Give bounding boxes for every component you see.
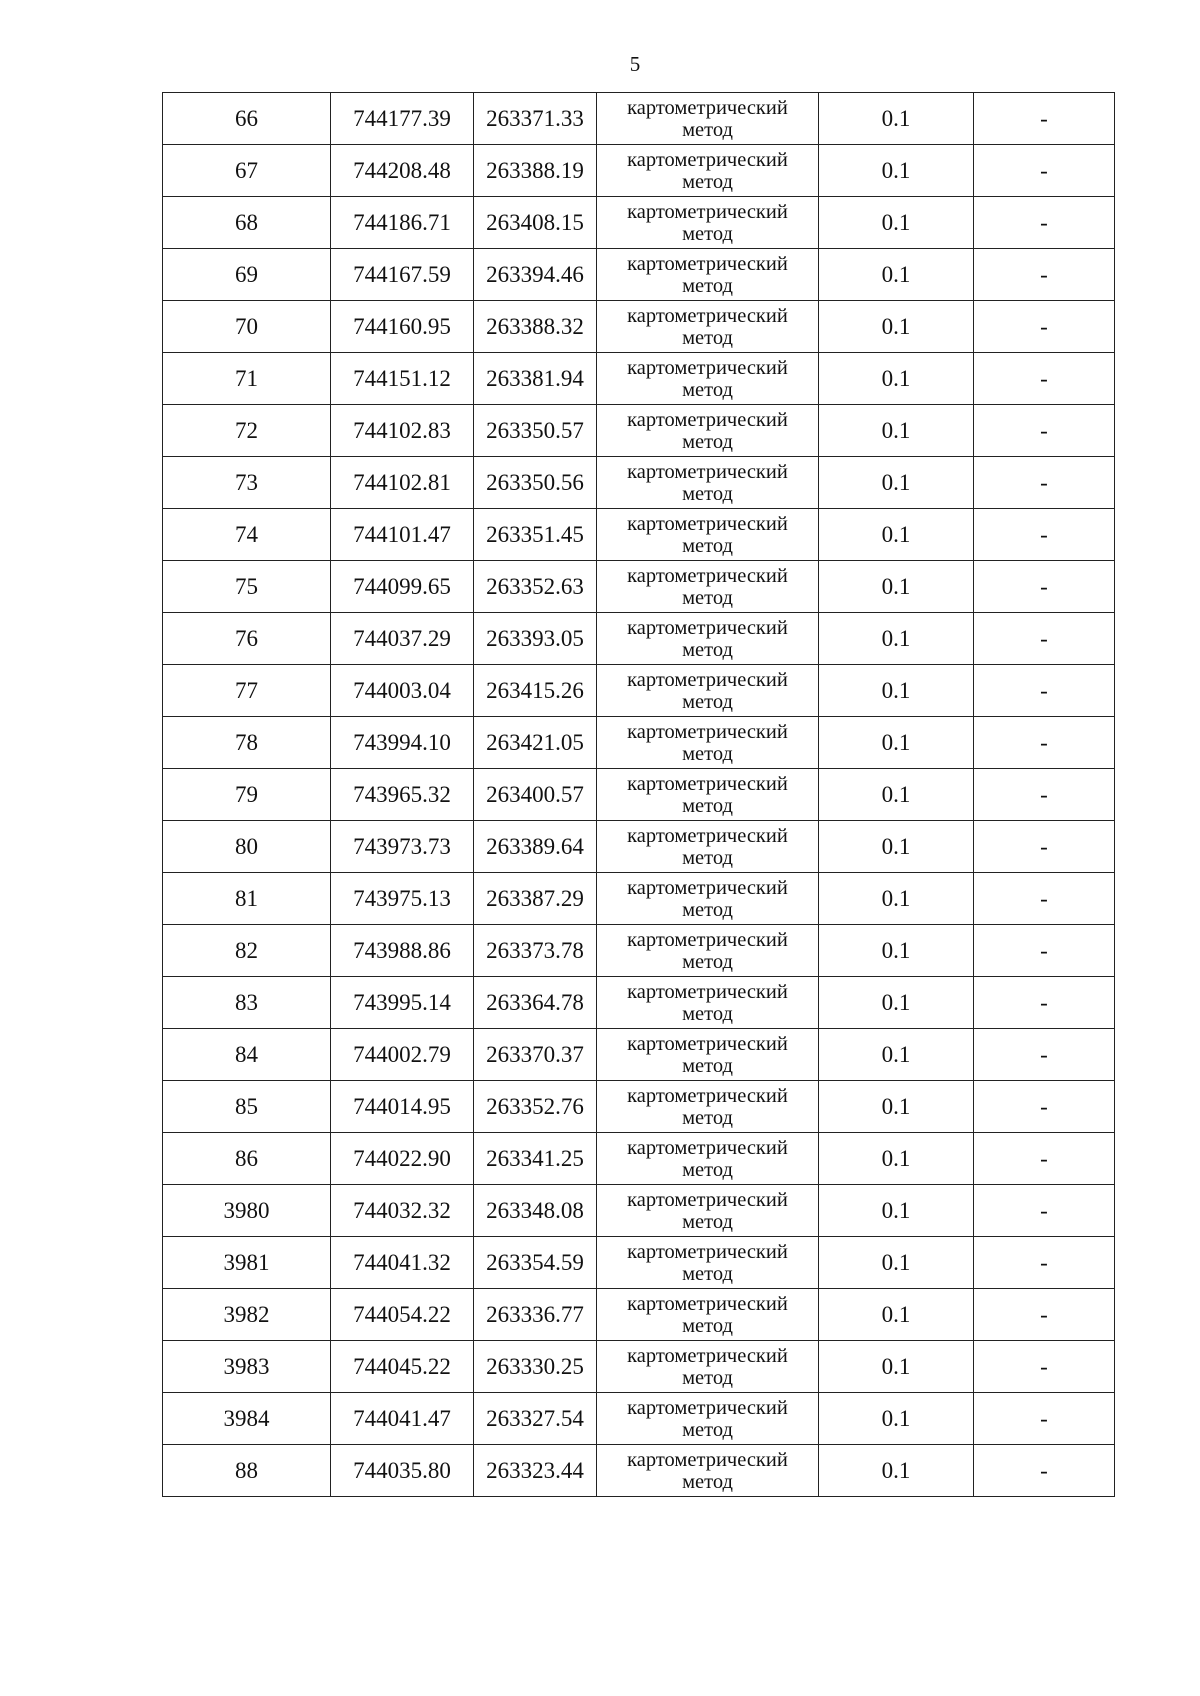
y-coordinate-cell: 263394.46 <box>474 249 597 301</box>
method-line-2: метод <box>682 326 733 349</box>
method-line-1: картометрический <box>627 564 788 587</box>
point-number-cell: 3981 <box>163 1237 331 1289</box>
accuracy-cell: 0.1 <box>819 197 974 249</box>
point-number-cell: 70 <box>163 301 331 353</box>
y-coordinate-cell: 263350.57 <box>474 405 597 457</box>
x-coordinate-cell: 744014.95 <box>331 1081 474 1133</box>
x-coordinate-cell: 743995.14 <box>331 977 474 1029</box>
method-line-1: картометрический <box>627 1136 788 1159</box>
note-cell: - <box>974 301 1115 353</box>
note-cell: - <box>974 457 1115 509</box>
y-coordinate-cell: 263400.57 <box>474 769 597 821</box>
table-row <box>163 1081 1115 1133</box>
method-cell <box>597 1289 819 1341</box>
accuracy-cell: 0.1 <box>819 561 974 613</box>
method-cell <box>597 821 819 873</box>
table-row <box>163 405 1115 457</box>
x-coordinate-cell: 744022.90 <box>331 1133 474 1185</box>
table-row <box>163 197 1115 249</box>
note-cell: - <box>974 93 1115 145</box>
method-line-2: метод <box>682 586 733 609</box>
accuracy-cell: 0.1 <box>819 1289 974 1341</box>
method-line-2: метод <box>682 1106 733 1129</box>
accuracy-cell: 0.1 <box>819 1393 974 1445</box>
method-line-2: метод <box>682 1002 733 1025</box>
accuracy-cell: 0.1 <box>819 509 974 561</box>
point-number-cell: 81 <box>163 873 331 925</box>
method-line-1: картометрический <box>627 512 788 535</box>
accuracy-cell: 0.1 <box>819 1445 974 1497</box>
y-coordinate-cell: 263352.76 <box>474 1081 597 1133</box>
table-row <box>163 353 1115 405</box>
point-number-cell: 74 <box>163 509 331 561</box>
note-cell: - <box>974 145 1115 197</box>
method-line-1: картометрический <box>627 668 788 691</box>
note-cell: - <box>974 769 1115 821</box>
method-cell <box>597 1081 819 1133</box>
method-line-1: картометрический <box>627 252 788 275</box>
method-cell <box>597 665 819 717</box>
table-row <box>163 613 1115 665</box>
accuracy-cell: 0.1 <box>819 977 974 1029</box>
note-cell: - <box>974 1133 1115 1185</box>
point-number-cell: 85 <box>163 1081 331 1133</box>
point-number-cell: 68 <box>163 197 331 249</box>
point-number-cell: 75 <box>163 561 331 613</box>
method-line-2: метод <box>682 222 733 245</box>
note-cell: - <box>974 561 1115 613</box>
y-coordinate-cell: 263323.44 <box>474 1445 597 1497</box>
accuracy-cell: 0.1 <box>819 353 974 405</box>
y-coordinate-cell: 263341.25 <box>474 1133 597 1185</box>
x-coordinate-cell: 744054.22 <box>331 1289 474 1341</box>
method-cell <box>597 717 819 769</box>
method-line-2: метод <box>682 482 733 505</box>
x-coordinate-cell: 744160.95 <box>331 301 474 353</box>
method-cell <box>597 145 819 197</box>
note-cell: - <box>974 249 1115 301</box>
method-cell <box>597 1029 819 1081</box>
x-coordinate-cell: 744035.80 <box>331 1445 474 1497</box>
coordinates-table <box>162 92 1115 1497</box>
point-number-cell: 77 <box>163 665 331 717</box>
table-row <box>163 1289 1115 1341</box>
y-coordinate-cell: 263408.15 <box>474 197 597 249</box>
method-cell <box>597 405 819 457</box>
method-line-1: картометрический <box>627 1240 788 1263</box>
y-coordinate-cell: 263393.05 <box>474 613 597 665</box>
method-line-2: метод <box>682 1366 733 1389</box>
method-line-1: картометрический <box>627 876 788 899</box>
point-number-cell: 78 <box>163 717 331 769</box>
y-coordinate-cell: 263389.64 <box>474 821 597 873</box>
point-number-cell: 3980 <box>163 1185 331 1237</box>
point-number-cell: 79 <box>163 769 331 821</box>
accuracy-cell: 0.1 <box>819 405 974 457</box>
method-line-2: метод <box>682 118 733 141</box>
accuracy-cell: 0.1 <box>819 1185 974 1237</box>
method-cell <box>597 1133 819 1185</box>
point-number-cell: 80 <box>163 821 331 873</box>
x-coordinate-cell: 744002.79 <box>331 1029 474 1081</box>
method-line-1: картометрический <box>627 824 788 847</box>
y-coordinate-cell: 263352.63 <box>474 561 597 613</box>
table-row <box>163 873 1115 925</box>
accuracy-cell: 0.1 <box>819 613 974 665</box>
method-cell <box>597 769 819 821</box>
table-row <box>163 1237 1115 1289</box>
x-coordinate-cell: 744003.04 <box>331 665 474 717</box>
method-cell <box>597 509 819 561</box>
method-line-1: картометрический <box>627 356 788 379</box>
accuracy-cell: 0.1 <box>819 769 974 821</box>
note-cell: - <box>974 665 1115 717</box>
note-cell: - <box>974 873 1115 925</box>
accuracy-cell: 0.1 <box>819 1133 974 1185</box>
page-number: 5 <box>629 52 641 76</box>
method-line-2: метод <box>682 898 733 921</box>
coordinates-table-body <box>163 93 1115 1497</box>
note-cell: - <box>974 405 1115 457</box>
table-row <box>163 1445 1115 1497</box>
accuracy-cell: 0.1 <box>819 665 974 717</box>
method-cell <box>597 1237 819 1289</box>
method-cell <box>597 457 819 509</box>
x-coordinate-cell: 744151.12 <box>331 353 474 405</box>
method-line-2: метод <box>682 638 733 661</box>
method-cell <box>597 1185 819 1237</box>
table-row <box>163 1185 1115 1237</box>
point-number-cell: 3983 <box>163 1341 331 1393</box>
method-line-2: метод <box>682 1054 733 1077</box>
x-coordinate-cell: 744177.39 <box>331 93 474 145</box>
method-line-2: метод <box>682 1158 733 1181</box>
method-line-1: картометрический <box>627 304 788 327</box>
point-number-cell: 71 <box>163 353 331 405</box>
method-line-2: метод <box>682 430 733 453</box>
note-cell: - <box>974 1237 1115 1289</box>
method-line-1: картометрический <box>627 1084 788 1107</box>
note-cell: - <box>974 1341 1115 1393</box>
method-cell <box>597 301 819 353</box>
y-coordinate-cell: 263354.59 <box>474 1237 597 1289</box>
point-number-cell: 82 <box>163 925 331 977</box>
method-cell <box>597 1341 819 1393</box>
y-coordinate-cell: 263387.29 <box>474 873 597 925</box>
note-cell: - <box>974 925 1115 977</box>
accuracy-cell: 0.1 <box>819 1341 974 1393</box>
table-row <box>163 93 1115 145</box>
y-coordinate-cell: 263350.56 <box>474 457 597 509</box>
table-row <box>163 665 1115 717</box>
method-line-2: метод <box>682 1210 733 1233</box>
table-row <box>163 561 1115 613</box>
accuracy-cell: 0.1 <box>819 1081 974 1133</box>
method-line-1: картометрический <box>627 980 788 1003</box>
note-cell: - <box>974 1029 1115 1081</box>
method-line-1: картометрический <box>627 720 788 743</box>
method-line-2: метод <box>682 742 733 765</box>
method-line-2: метод <box>682 1418 733 1441</box>
method-line-2: метод <box>682 846 733 869</box>
method-line-1: картометрический <box>627 1396 788 1419</box>
table-row <box>163 1393 1115 1445</box>
accuracy-cell: 0.1 <box>819 145 974 197</box>
note-cell: - <box>974 1393 1115 1445</box>
table-row <box>163 977 1115 1029</box>
note-cell: - <box>974 613 1115 665</box>
method-cell <box>597 353 819 405</box>
method-line-1: картометрический <box>627 1032 788 1055</box>
x-coordinate-cell: 743973.73 <box>331 821 474 873</box>
y-coordinate-cell: 263415.26 <box>474 665 597 717</box>
x-coordinate-cell: 744041.47 <box>331 1393 474 1445</box>
x-coordinate-cell: 744099.65 <box>331 561 474 613</box>
method-cell <box>597 93 819 145</box>
point-number-cell: 84 <box>163 1029 331 1081</box>
accuracy-cell: 0.1 <box>819 873 974 925</box>
y-coordinate-cell: 263364.78 <box>474 977 597 1029</box>
point-number-cell: 86 <box>163 1133 331 1185</box>
x-coordinate-cell: 744045.22 <box>331 1341 474 1393</box>
accuracy-cell: 0.1 <box>819 301 974 353</box>
point-number-cell: 67 <box>163 145 331 197</box>
point-number-cell: 66 <box>163 93 331 145</box>
method-line-1: картометрический <box>627 200 788 223</box>
x-coordinate-cell: 743975.13 <box>331 873 474 925</box>
y-coordinate-cell: 263330.25 <box>474 1341 597 1393</box>
y-coordinate-cell: 263388.32 <box>474 301 597 353</box>
point-number-cell: 72 <box>163 405 331 457</box>
method-line-1: картометрический <box>627 928 788 951</box>
accuracy-cell: 0.1 <box>819 1237 974 1289</box>
method-line-1: картометрический <box>627 1188 788 1211</box>
table-row <box>163 717 1115 769</box>
table-row <box>163 1029 1115 1081</box>
method-line-1: картометрический <box>627 460 788 483</box>
accuracy-cell: 0.1 <box>819 93 974 145</box>
method-line-2: метод <box>682 1314 733 1337</box>
note-cell: - <box>974 197 1115 249</box>
y-coordinate-cell: 263381.94 <box>474 353 597 405</box>
note-cell: - <box>974 1185 1115 1237</box>
method-line-1: картометрический <box>627 96 788 119</box>
table-row <box>163 1341 1115 1393</box>
table-row <box>163 821 1115 873</box>
method-line-1: картометрический <box>627 1292 788 1315</box>
accuracy-cell: 0.1 <box>819 925 974 977</box>
table-row <box>163 509 1115 561</box>
accuracy-cell: 0.1 <box>819 1029 974 1081</box>
method-line-1: картометрический <box>627 148 788 171</box>
table-row <box>163 145 1115 197</box>
method-line-1: картометрический <box>627 408 788 431</box>
x-coordinate-cell: 744208.48 <box>331 145 474 197</box>
method-cell <box>597 925 819 977</box>
method-line-1: картометрический <box>627 772 788 795</box>
note-cell: - <box>974 1445 1115 1497</box>
point-number-cell: 73 <box>163 457 331 509</box>
note-cell: - <box>974 717 1115 769</box>
method-line-2: метод <box>682 170 733 193</box>
method-line-1: картометрический <box>627 616 788 639</box>
method-cell <box>597 613 819 665</box>
note-cell: - <box>974 1081 1115 1133</box>
note-cell: - <box>974 821 1115 873</box>
table-row <box>163 301 1115 353</box>
point-number-cell: 76 <box>163 613 331 665</box>
x-coordinate-cell: 744186.71 <box>331 197 474 249</box>
x-coordinate-cell: 744032.32 <box>331 1185 474 1237</box>
point-number-cell: 88 <box>163 1445 331 1497</box>
method-line-2: метод <box>682 534 733 557</box>
y-coordinate-cell: 263388.19 <box>474 145 597 197</box>
method-line-1: картометрический <box>627 1344 788 1367</box>
table-row <box>163 925 1115 977</box>
method-line-2: метод <box>682 794 733 817</box>
method-cell <box>597 561 819 613</box>
note-cell: - <box>974 509 1115 561</box>
method-line-2: метод <box>682 1470 733 1493</box>
y-coordinate-cell: 263351.45 <box>474 509 597 561</box>
x-coordinate-cell: 744037.29 <box>331 613 474 665</box>
x-coordinate-cell: 744041.32 <box>331 1237 474 1289</box>
y-coordinate-cell: 263373.78 <box>474 925 597 977</box>
method-line-2: метод <box>682 378 733 401</box>
table-row <box>163 457 1115 509</box>
x-coordinate-cell: 743994.10 <box>331 717 474 769</box>
method-line-2: метод <box>682 690 733 713</box>
y-coordinate-cell: 263371.33 <box>474 93 597 145</box>
method-cell <box>597 873 819 925</box>
x-coordinate-cell: 744101.47 <box>331 509 474 561</box>
method-cell <box>597 249 819 301</box>
y-coordinate-cell: 263336.77 <box>474 1289 597 1341</box>
table-row <box>163 1133 1115 1185</box>
note-cell: - <box>974 353 1115 405</box>
point-number-cell: 3982 <box>163 1289 331 1341</box>
point-number-cell: 3984 <box>163 1393 331 1445</box>
table-row <box>163 249 1115 301</box>
y-coordinate-cell: 263327.54 <box>474 1393 597 1445</box>
x-coordinate-cell: 744102.83 <box>331 405 474 457</box>
method-cell <box>597 1393 819 1445</box>
point-number-cell: 83 <box>163 977 331 1029</box>
method-line-2: метод <box>682 950 733 973</box>
y-coordinate-cell: 263370.37 <box>474 1029 597 1081</box>
note-cell: - <box>974 1289 1115 1341</box>
method-line-2: метод <box>682 274 733 297</box>
method-line-1: картометрический <box>627 1448 788 1471</box>
method-cell <box>597 1445 819 1497</box>
accuracy-cell: 0.1 <box>819 457 974 509</box>
x-coordinate-cell: 743988.86 <box>331 925 474 977</box>
x-coordinate-cell: 744167.59 <box>331 249 474 301</box>
x-coordinate-cell: 744102.81 <box>331 457 474 509</box>
method-cell <box>597 977 819 1029</box>
method-cell <box>597 197 819 249</box>
accuracy-cell: 0.1 <box>819 249 974 301</box>
y-coordinate-cell: 263421.05 <box>474 717 597 769</box>
x-coordinate-cell: 743965.32 <box>331 769 474 821</box>
note-cell: - <box>974 977 1115 1029</box>
accuracy-cell: 0.1 <box>819 717 974 769</box>
table-row <box>163 769 1115 821</box>
accuracy-cell: 0.1 <box>819 821 974 873</box>
point-number-cell: 69 <box>163 249 331 301</box>
method-line-2: метод <box>682 1262 733 1285</box>
y-coordinate-cell: 263348.08 <box>474 1185 597 1237</box>
